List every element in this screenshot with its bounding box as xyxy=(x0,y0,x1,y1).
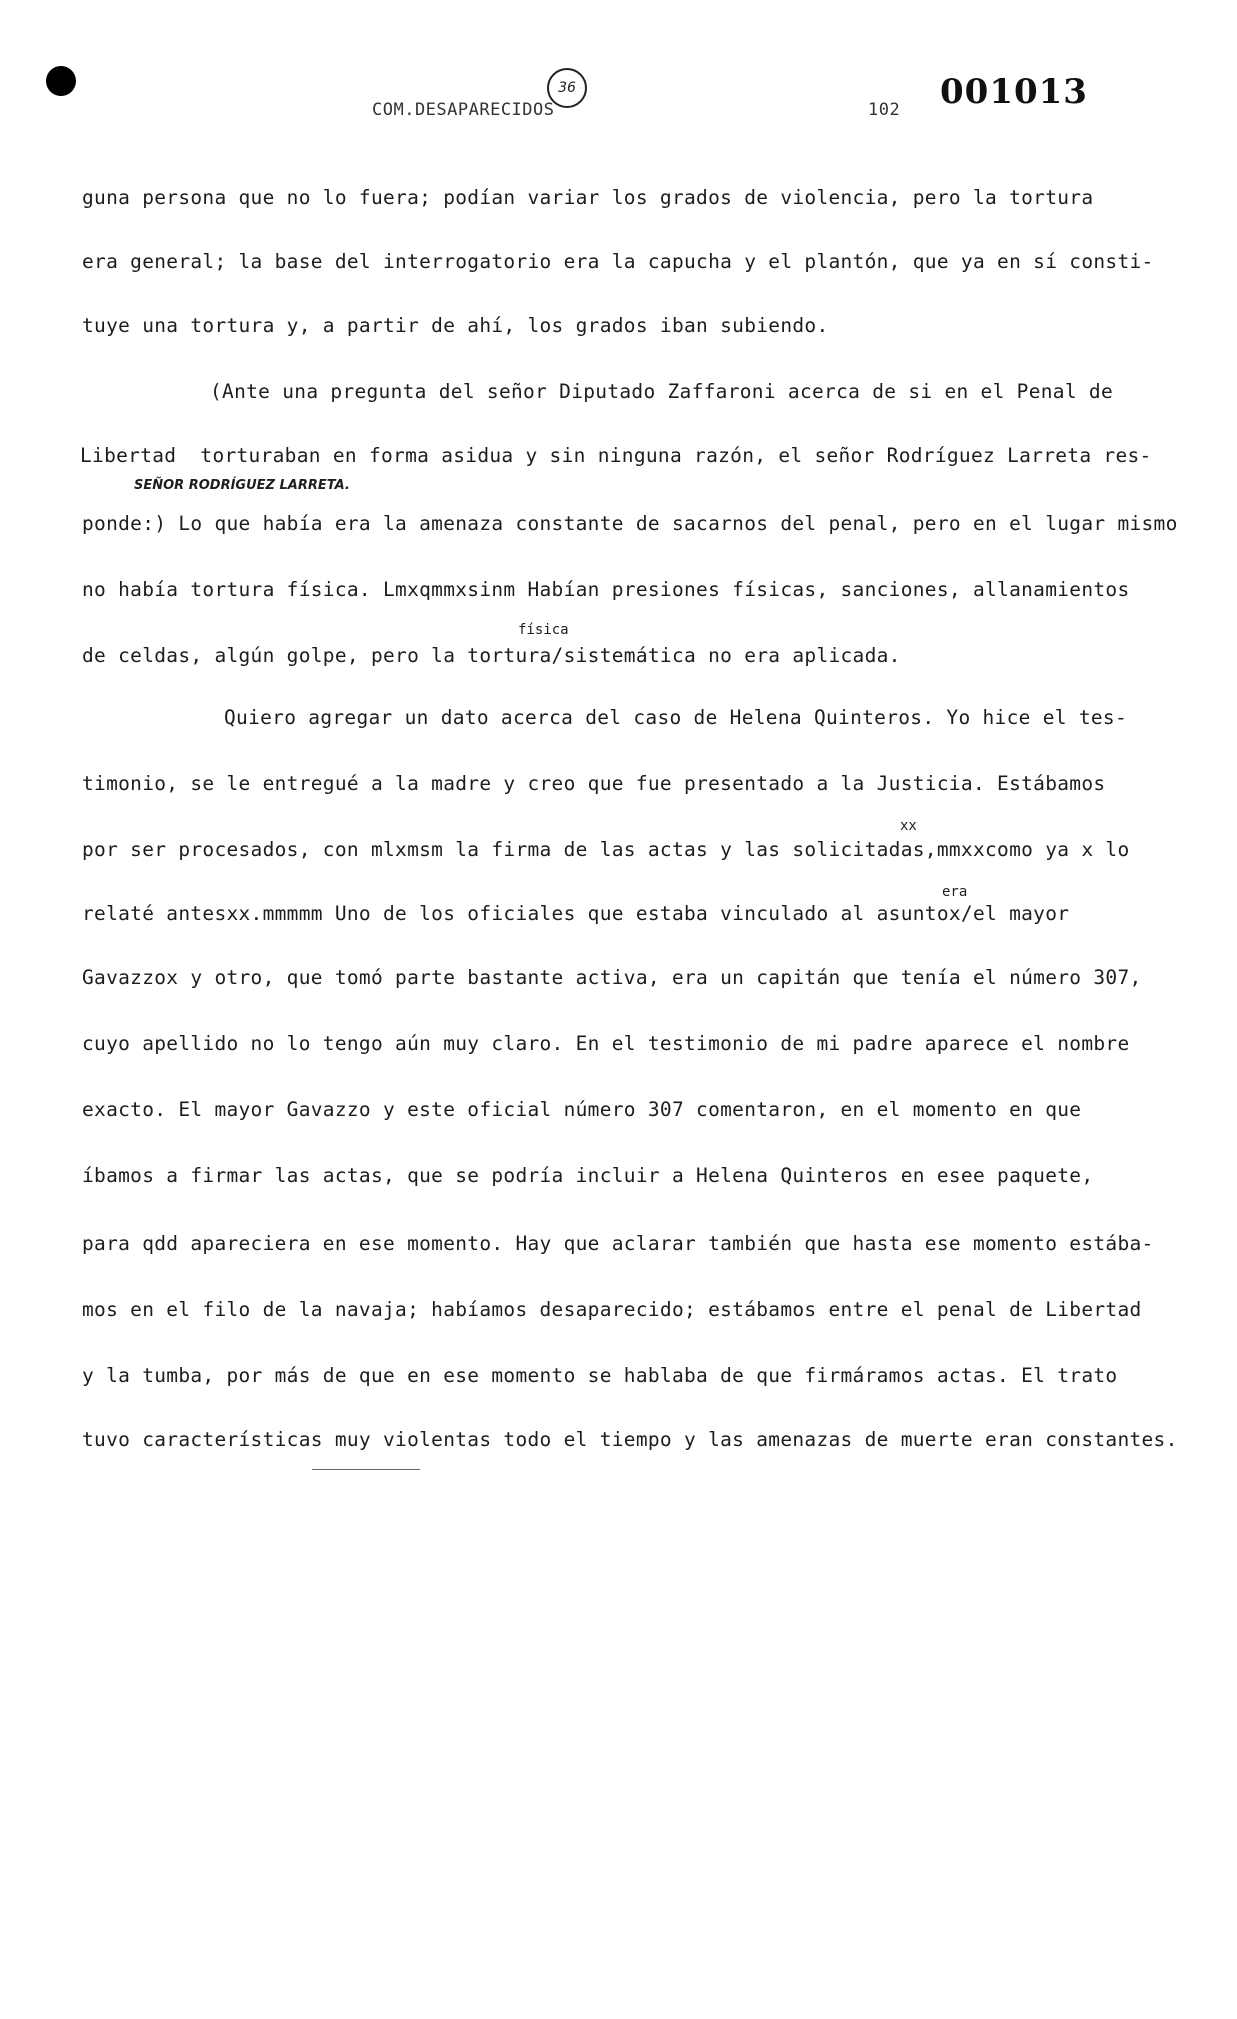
interlinear-insertion: xx xyxy=(900,818,917,834)
header-title: COM.DESAPARECIDOS xyxy=(372,100,555,120)
text-line: Libertad torturaban en forma asidua y sin ninguna razón, el señor Rodríguez Larreta res- xyxy=(80,444,1152,467)
text-line: para qdd apareciera en ese momento. Hay que aclarar también que hasta ese momento estába- xyxy=(82,1232,1154,1255)
punch-hole xyxy=(46,66,76,96)
interlinear-insertion: física xyxy=(518,622,569,638)
text-line: no había tortura física. Lmxqmmxsinm Habían presiones físicas, sanciones, allanamientos xyxy=(82,578,1130,601)
text-line: era general; la base del interrogatorio era la capucha y el plantón, que ya en sí consti- xyxy=(82,250,1154,273)
text-line: cuyo apellido no lo tengo aún muy claro. En el testimonio de mi padre aparece el nombre xyxy=(82,1032,1130,1055)
text-line: exacto. El mayor Gavazzo y este oficial número 307 comentaron, en el momento en que xyxy=(82,1098,1082,1121)
text-line: Gavazzox y otro, que tomó parte bastante activa, era un capitán que tenía el número 307, xyxy=(82,966,1142,989)
text-line: (Ante una pregunta del señor Diputado Zaffaroni acerca de si en el Penal de xyxy=(210,380,1113,403)
text-line: tuvo características muy violentas todo el tiempo y las amenazas de muerte eran constantes. xyxy=(82,1428,1178,1451)
stamp-number: 001013 xyxy=(940,72,1088,112)
circled-number: 36 xyxy=(547,68,587,108)
text-line: por ser procesados, con mlxmsm la firma de las actas y las solicitadas,mmxxcomo ya x lo xyxy=(82,838,1130,861)
underline-mark xyxy=(312,1469,420,1470)
text-line: timonio, se le entregué a la madre y creo que fue presentado a la Justicia. Estábamos xyxy=(82,772,1106,795)
text-line: guna persona que no lo fuera; podían variar los grados de violencia, pero la tortura xyxy=(82,186,1094,209)
text-line: íbamos a firmar las actas, que se podría incluir a Helena Quinteros en esee paquete, xyxy=(82,1164,1094,1187)
text-line: de celdas, algún golpe, pero la tortura/sistemática no era aplicada. xyxy=(82,644,901,667)
handwritten-annotation: SEÑOR RODRÍGUEZ LARRETA. xyxy=(134,478,350,493)
interlinear-insertion: era xyxy=(942,884,968,900)
text-line: ponde:) Lo que había era la amenaza constante de sacarnos del penal, pero en el lugar mismo xyxy=(82,512,1178,535)
text-line: relaté antesxx.mmmmm Uno de los oficiales que estaba vinculado al asuntox/el mayor xyxy=(82,902,1070,925)
text-line: tuye una tortura y, a partir de ahí, los grados iban subiendo. xyxy=(82,314,829,337)
text-line: Quiero agregar un dato acerca del caso de Helena Quinteros. Yo hice el tes- xyxy=(224,706,1127,729)
text-line: mos en el filo de la navaja; habíamos desaparecido; estábamos entre el penal de Libertad xyxy=(82,1298,1142,1321)
page-number: 102 xyxy=(868,100,901,120)
text-line: y la tumba, por más de que en ese momento se hablaba de que firmáramos actas. El trato xyxy=(82,1364,1118,1387)
